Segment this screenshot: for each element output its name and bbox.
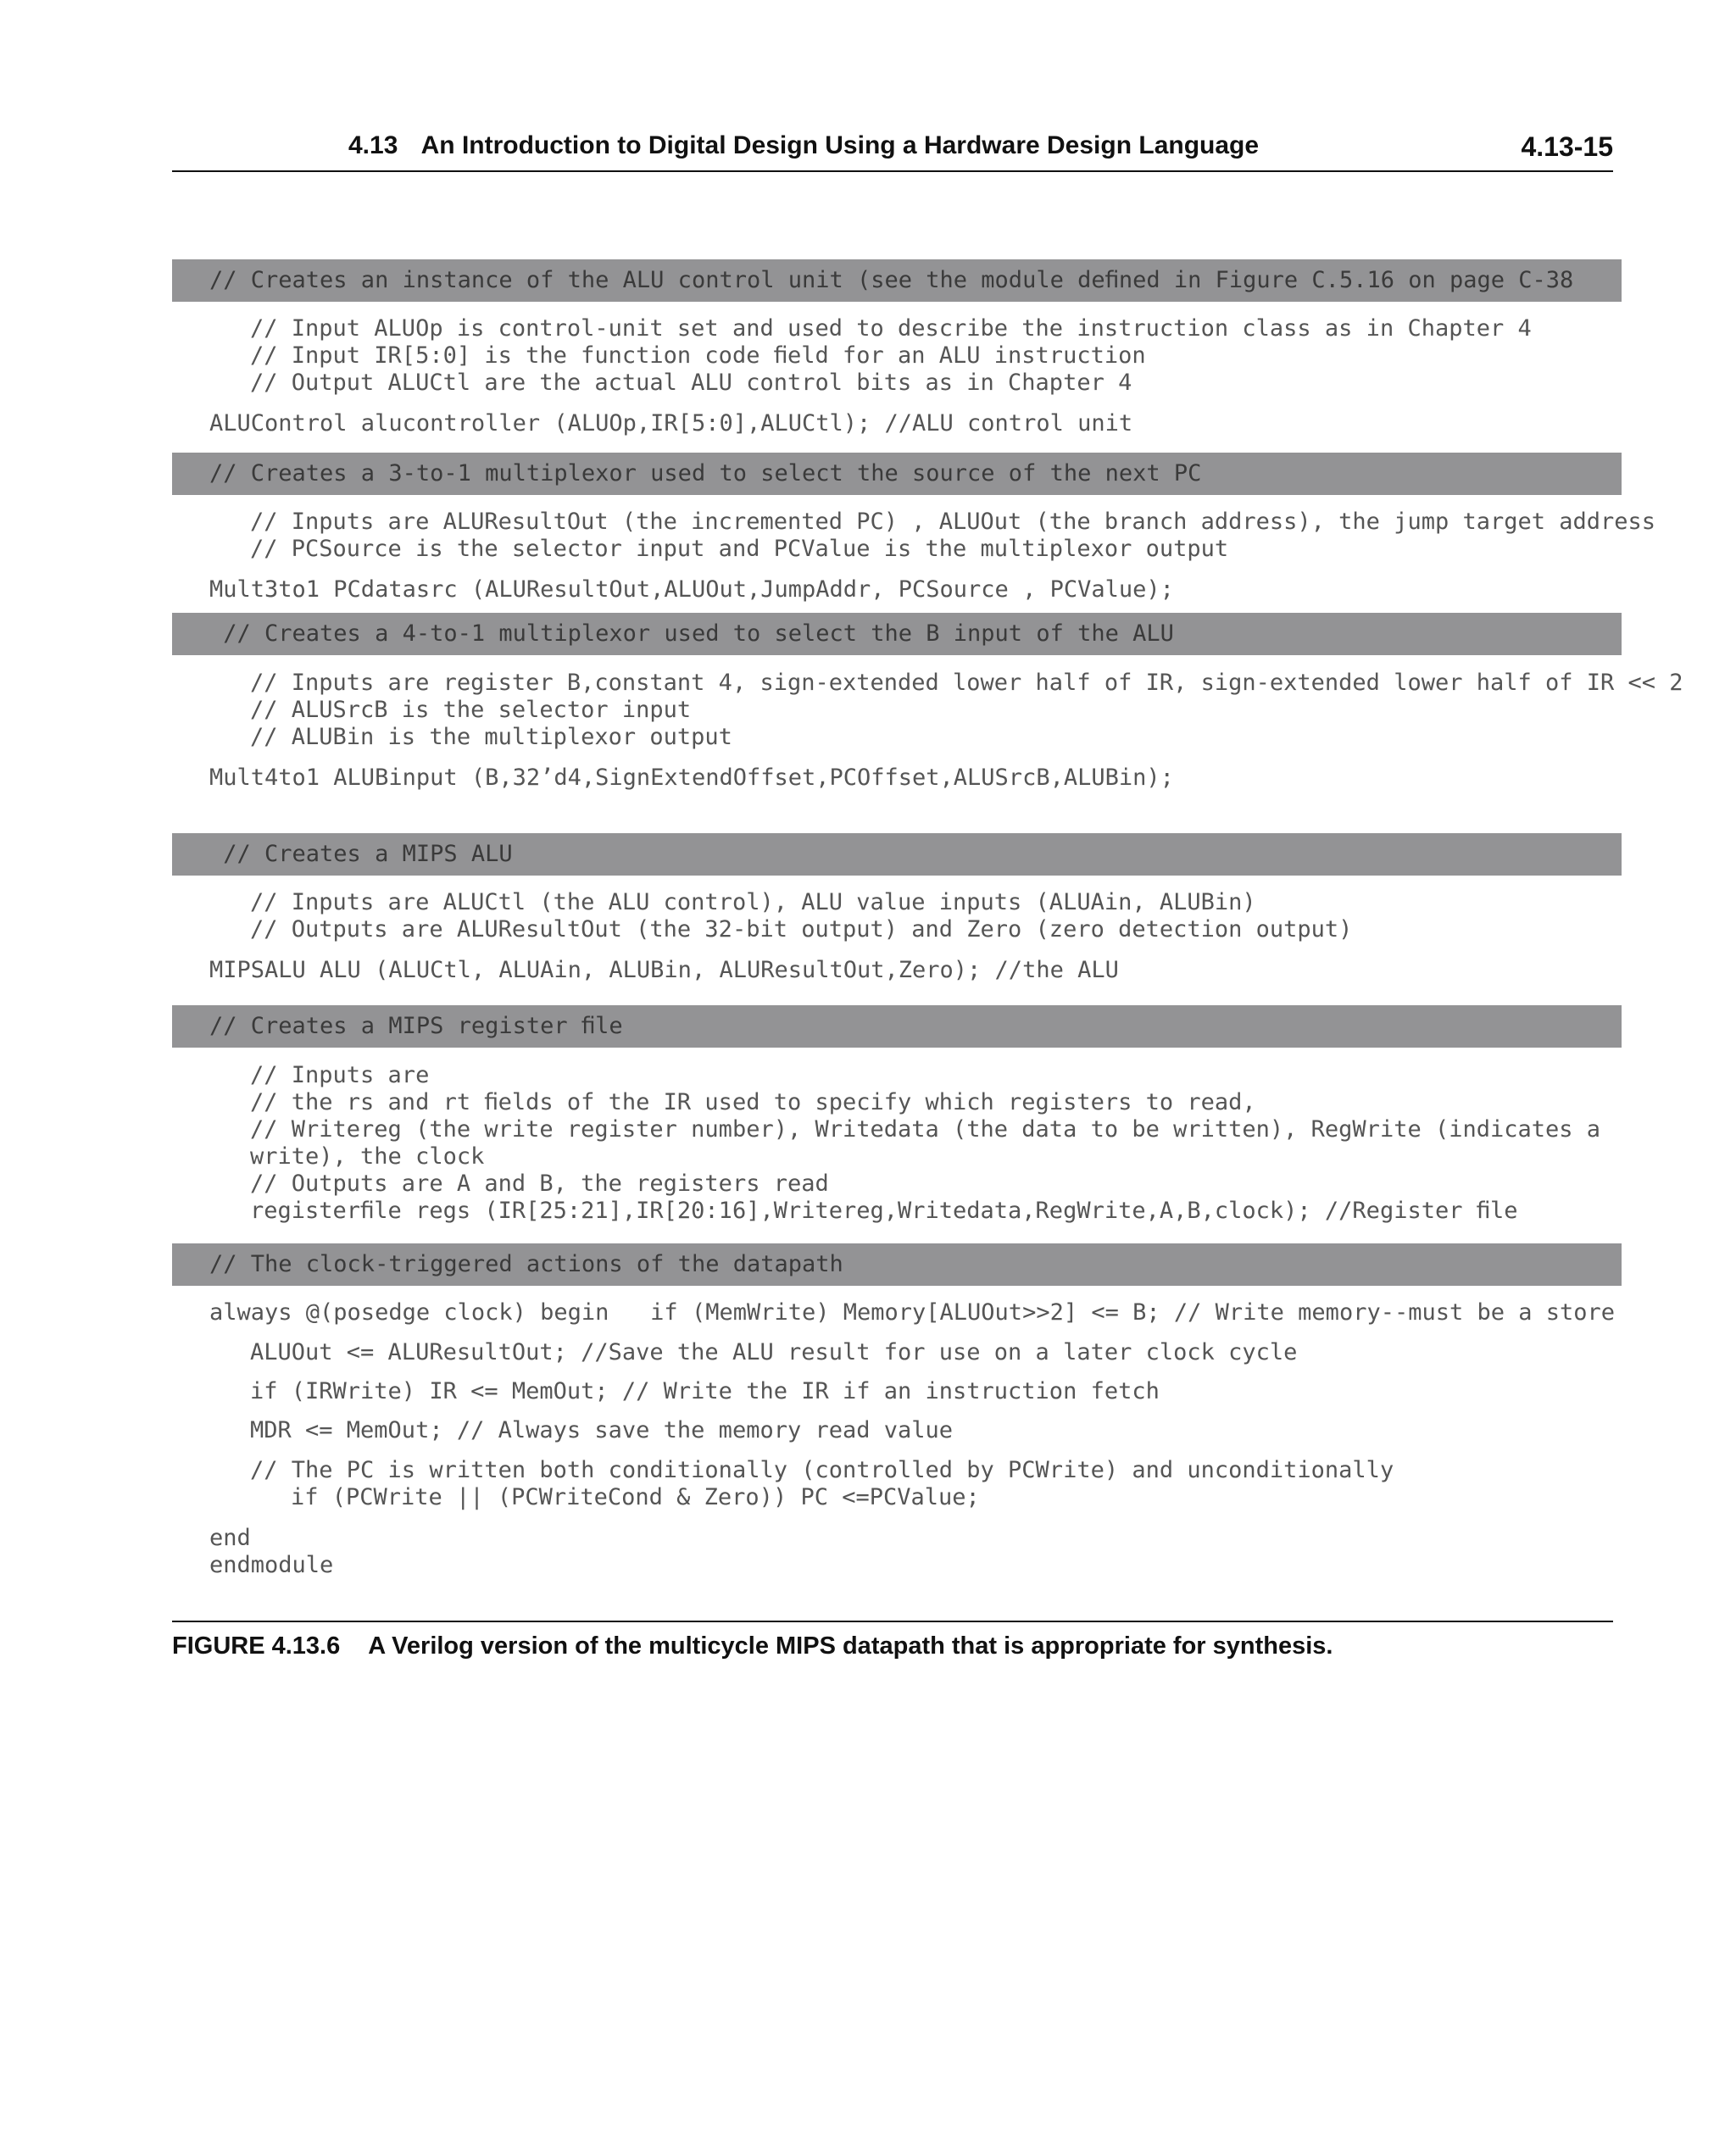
- code-line: // the rs and rt ﬁelds of the IR used to specify which registers to read,: [250, 1089, 1256, 1115]
- code-line: registerﬁle regs (IR[25:21],IR[20:16],Writereg,Writedata,RegWrite,A,B,clock); //Register ﬁle: [250, 1198, 1518, 1224]
- code-section-banner: // Creates a MIPS register ﬁle: [172, 1005, 1622, 1048]
- figure-caption: [172, 1632, 1333, 1660]
- code-line: MIPSALU ALU (ALUCtl, ALUAin, ALUBin, ALUResultOut,Zero); //the ALU: [209, 957, 1119, 983]
- code-line: if (PCWrite || (PCWriteCond & Zero)) PC <=PCValue;: [291, 1484, 980, 1510]
- code-line: // The PC is written both conditionally (controlled by PCWrite) and unconditionally: [250, 1457, 1394, 1483]
- code-section-banner: // Creates a 4-to-1 multiplexor used to select the B input of the ALU: [172, 613, 1622, 655]
- code-line: // ALUBin is the multiplexor output: [250, 724, 732, 750]
- code-line: // Inputs are ALUCtl (the ALU control), ALU value inputs (ALUAin, ALUBin): [250, 889, 1256, 915]
- code-section-banner: // Creates a 3-to-1 multiplexor used to select the source of the next PC: [172, 453, 1622, 495]
- caption-text: A Verilog version of the multicycle MIPS datapath that is appropriate for synthesis.: [368, 1632, 1333, 1660]
- code-line: Mult4to1 ALUBinput (B,32’d4,SignExtendOffset,PCOffset,ALUSrcB,ALUBin);: [209, 765, 1174, 791]
- code-line: if (IRWrite) IR <= MemOut; // Write the IR if an instruction fetch: [250, 1378, 1160, 1404]
- code-line: // Outputs are ALUResultOut (the 32-bit output) and Zero (zero detection output): [250, 916, 1353, 943]
- page-header: [172, 131, 1613, 172]
- code-line: // Input IR[5:0] is the function code ﬁeld for an ALU instruction: [250, 342, 1146, 369]
- code-section-banner: // Creates a MIPS ALU: [172, 833, 1622, 876]
- code-line: ALUOut <= ALUResultOut; //Save the ALU result for use on a later clock cycle: [250, 1339, 1298, 1365]
- page-number: 4.13-15: [1521, 131, 1613, 162]
- running-head: [348, 131, 1259, 160]
- section-title: An Introduction to Digital Design Using a Hardware Design Language: [420, 131, 1260, 159]
- code-line: // Inputs are register B,constant 4, sign-extended lower half of IR, sign-extended lower half of IR << 2: [250, 670, 1683, 696]
- code-line: ALUControl alucontroller (ALUOp,IR[5:0],ALUCtl); //ALU control unit: [209, 410, 1133, 437]
- code-line: // Input ALUOp is control-unit set and used to describe the instruction class as in Chapter 4: [250, 315, 1532, 342]
- code-line: always @(posedge clock) begin if (MemWrite) Memory[ALUOut>>2] <= B; // Write memory--must be a store: [209, 1299, 1616, 1326]
- code-line: // Inputs are ALUResultOut (the incremented PC) , ALUOut (the branch address), the jump target address: [250, 509, 1656, 535]
- code-line: // Writereg (the write register number), Writedata (the data to be written), RegWrite (indicates a: [250, 1116, 1601, 1143]
- code-line: Mult3to1 PCdatasrc (ALUResultOut,ALUOut,JumpAddr, PCSource , PCValue);: [209, 576, 1174, 603]
- caption-rule: [172, 1621, 1613, 1622]
- code-line: endmodule: [209, 1552, 334, 1578]
- code-line: // Inputs are: [250, 1062, 430, 1088]
- code-line: // PCSource is the selector input and PCValue is the multiplexor output: [250, 536, 1229, 562]
- code-section-banner: // Creates an instance of the ALU control unit (see the module deﬁned in Figure C.5.16 on page C-38: [172, 259, 1622, 302]
- figure-label: FIGURE 4.13.6: [172, 1632, 341, 1660]
- code-line: MDR <= MemOut; // Always save the memory read value: [250, 1417, 954, 1443]
- section-number: 4.13: [348, 131, 398, 159]
- code-line: write), the clock: [250, 1143, 485, 1170]
- code-section-banner: // The clock-triggered actions of the datapath: [172, 1243, 1622, 1286]
- code-line: // Outputs are A and B, the registers read: [250, 1171, 829, 1197]
- code-line: end: [209, 1525, 251, 1551]
- code-line: // Output ALUCtl are the actual ALU control bits as in Chapter 4: [250, 370, 1132, 396]
- code-line: // ALUSrcB is the selector input: [250, 697, 692, 723]
